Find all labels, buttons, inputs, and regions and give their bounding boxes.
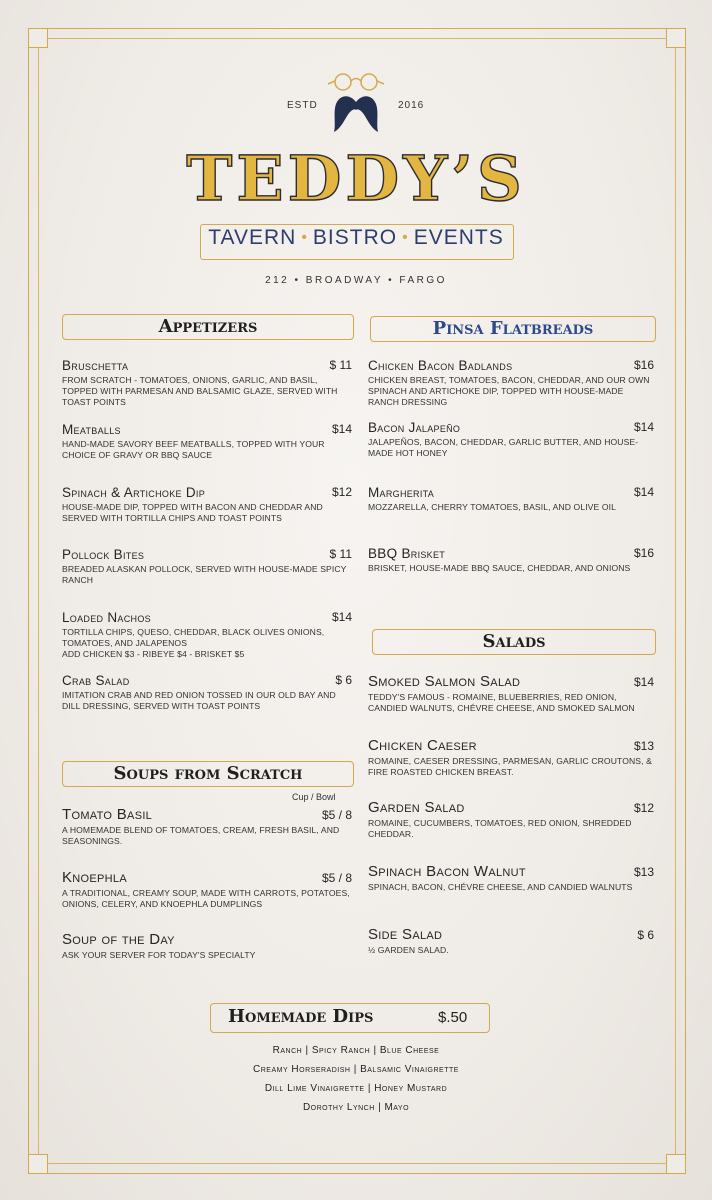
item-price: $14 bbox=[633, 420, 654, 434]
menu-item bbox=[62, 547, 352, 586]
frame-corner bbox=[28, 1154, 48, 1174]
dips-line: Ranch | Spicy Ranch | Blue Cheese bbox=[272, 1045, 440, 1056]
dips-line: Dill Lime Vinaigrette | Honey Mustard bbox=[264, 1083, 448, 1094]
tagline-tavern: TAVERN bbox=[208, 226, 297, 249]
item-name: Knoephla bbox=[62, 869, 127, 886]
item-description: ROMAINE, CUCUMBERS, TOMATOES, RED ONION, SHREDDED CHEDDAR. bbox=[368, 818, 632, 839]
menu-item bbox=[368, 546, 654, 574]
item-description: ASK YOUR SERVER FOR TODAY'S SPECIALTY bbox=[62, 950, 256, 960]
item-name: Soup of the Day bbox=[62, 931, 175, 948]
dips-price: $.50 bbox=[438, 1009, 468, 1026]
estd-year: 2016 bbox=[398, 100, 425, 111]
item-description: CHICKEN BREAST, TOMATOES, BACON, CHEDDAR, AND OUR OWN SPINACH AND ARTICHOKE DIP, TOPPED WITH HOUSE-MADE RANCH DRESSING bbox=[368, 375, 650, 407]
item-name: Crab Salad bbox=[62, 673, 130, 688]
salads-banner bbox=[372, 629, 656, 655]
item-price: $14 bbox=[633, 485, 654, 499]
item-description: HOUSE-MADE DIP, TOPPED WITH BACON AND CHEDDAR AND SERVED WITH TORTILLA CHIPS AND TOAST POINTS bbox=[62, 502, 323, 523]
size-header: Cup / Bowl bbox=[292, 792, 336, 802]
item-price: $ 6 bbox=[637, 928, 654, 942]
bullet-dot: • bbox=[301, 229, 308, 247]
menu-item bbox=[368, 737, 654, 778]
item-description: TEDDY'S FAMOUS - ROMAINE, BLUEBERRIES, RED ONION, CANDIED WALNUTS, CHÉVRE CHEESE, AND SMOKED SALMON bbox=[368, 692, 635, 713]
frame-corner bbox=[666, 1154, 686, 1174]
menu-item bbox=[62, 931, 352, 961]
tagline bbox=[200, 226, 512, 250]
item-price: $13 bbox=[633, 739, 654, 753]
flatbreads-banner bbox=[370, 316, 656, 342]
item-name: Chicken Caeser bbox=[368, 737, 477, 754]
item-description: JALAPEÑOS, BACON, CHEDDAR, GARLIC BUTTER, AND HOUSE-MADE HOT HONEY bbox=[368, 437, 639, 458]
logo-emblem bbox=[318, 72, 394, 142]
item-price: $14 bbox=[633, 675, 654, 689]
soups-banner bbox=[62, 761, 354, 787]
menu-item bbox=[62, 422, 352, 461]
item-description: MOZZARELLA, CHERRY TOMATOES, BASIL, AND OLIVE OIL bbox=[368, 502, 616, 512]
item-name: Tomato Basil bbox=[62, 806, 153, 823]
item-description: BRISKET, HOUSE-MADE BBQ SAUCE, CHEDDAR, AND ONIONS bbox=[368, 563, 631, 573]
menu-item bbox=[62, 869, 352, 910]
address: 212 • BROADWAY • FARGO bbox=[265, 275, 447, 286]
item-price: $16 bbox=[633, 358, 654, 372]
item-name: Loaded Nachos bbox=[62, 610, 151, 625]
item-name: Pollock Bites bbox=[62, 547, 145, 562]
item-name: Margherita bbox=[368, 485, 435, 500]
pince-nez-glasses-icon bbox=[328, 74, 384, 90]
section-title: Appetizers bbox=[158, 316, 258, 337]
item-description: A TRADITIONAL, CREAMY SOUP, MADE WITH CARROTS, POTATOES, ONIONS, CELERY, AND KNOEPHLA DUMPLINGS bbox=[62, 888, 350, 909]
menu-item bbox=[368, 863, 654, 893]
item-name: Spinach Bacon Walnut bbox=[368, 863, 526, 880]
appetizers-banner bbox=[62, 314, 354, 340]
item-price: $5 / 8 bbox=[321, 871, 352, 885]
item-description: FROM SCRATCH - TOMATOES, ONIONS, GARLIC, AND BASIL, TOPPED WITH PARMESAN AND BALSAMIC GLAZE, SERVED WITH TOAST POINTS bbox=[62, 375, 338, 407]
item-name: Bruschetta bbox=[62, 358, 129, 373]
restaurant-title: TEDDY’S bbox=[186, 142, 526, 215]
frame-corner bbox=[666, 28, 686, 48]
item-price: $12 bbox=[633, 801, 654, 815]
item-price: $ 11 bbox=[329, 547, 352, 561]
item-price: $14 bbox=[331, 422, 352, 436]
item-price: $5 / 8 bbox=[321, 808, 352, 822]
item-name: Smoked Salmon Salad bbox=[368, 673, 521, 690]
tagline-bistro: BISTRO bbox=[312, 226, 398, 249]
section-title: Soups from Scratch bbox=[113, 763, 303, 784]
section-title: Homemade Dips bbox=[228, 1006, 374, 1027]
item-description: BREADED ALASKAN POLLOCK, SERVED WITH HOUSE-MADE SPICY RANCH bbox=[62, 564, 347, 585]
frame-corner bbox=[28, 28, 48, 48]
menu-item bbox=[368, 485, 654, 513]
menu-item bbox=[62, 358, 352, 408]
section-title: Salads bbox=[482, 631, 546, 652]
item-description: IMITATION CRAB AND RED ONION TOSSED IN OUR OLD BAY AND DILL DRESSING, SERVED WITH TOAST POINTS bbox=[62, 690, 336, 711]
dips-line: Dorothy Lynch | Mayo bbox=[302, 1102, 410, 1113]
menu-item bbox=[368, 799, 654, 840]
item-price: $ 11 bbox=[329, 358, 352, 372]
item-addons: ADD CHICKEN $3 - RIBEYE $4 - BRISKET $5 bbox=[62, 649, 245, 659]
menu-item bbox=[62, 610, 352, 660]
item-price: $ 6 bbox=[335, 673, 352, 687]
menu-item bbox=[368, 926, 654, 956]
menu-item bbox=[62, 806, 352, 847]
item-name: Side Salad bbox=[368, 926, 443, 943]
item-description: TORTILLA CHIPS, QUESO, CHEDDAR, BLACK OLIVES ONIONS, TOMATOES, AND JALAPENOS bbox=[62, 627, 325, 648]
menu-item bbox=[62, 673, 352, 712]
item-description: HAND-MADE SAVORY BEEF MEATBALLS, TOPPED WITH YOUR CHOICE OF GRAVY OR BBQ SAUCE bbox=[62, 439, 325, 460]
menu-item bbox=[62, 485, 352, 524]
menu-item bbox=[368, 358, 654, 408]
estd-label: ESTD bbox=[287, 100, 318, 111]
item-description: SPINACH, BACON, CHÉVRE CHEESE, AND CANDIED WALNUTS bbox=[368, 882, 633, 892]
item-name: Chicken Bacon Badlands bbox=[368, 358, 513, 373]
item-name: Spinach & Artichoke Dip bbox=[62, 485, 206, 500]
menu-item bbox=[368, 673, 654, 714]
item-price: $13 bbox=[633, 865, 654, 879]
item-price: $16 bbox=[633, 546, 654, 560]
dips-line: Creamy Horseradish | Balsamic Vinaigrette bbox=[253, 1064, 459, 1075]
item-description: A HOMEMADE BLEND OF TOMATOES, CREAM, FRESH BASIL, AND SEASONINGS. bbox=[62, 825, 340, 846]
item-name: BBQ Brisket bbox=[368, 546, 446, 561]
item-price: $14 bbox=[331, 610, 352, 624]
item-name: Bacon Jalapeño bbox=[368, 420, 461, 435]
item-name: Meatballs bbox=[62, 422, 121, 437]
section-title: Pinsa Flatbreads bbox=[432, 318, 594, 339]
item-description: ROMAINE, CAESER DRESSING, PARMESAN, GARLIC CROUTONS, & FIRE ROASTED CHICKEN BREAST. bbox=[368, 756, 652, 777]
tagline-events: EVENTS bbox=[413, 226, 504, 249]
menu-item bbox=[368, 420, 654, 459]
item-description: ½ GARDEN SALAD. bbox=[368, 945, 449, 955]
item-name: Garden Salad bbox=[368, 799, 465, 816]
mustache-icon bbox=[334, 96, 378, 132]
item-price: $12 bbox=[331, 485, 352, 499]
bullet-dot: • bbox=[402, 229, 409, 247]
